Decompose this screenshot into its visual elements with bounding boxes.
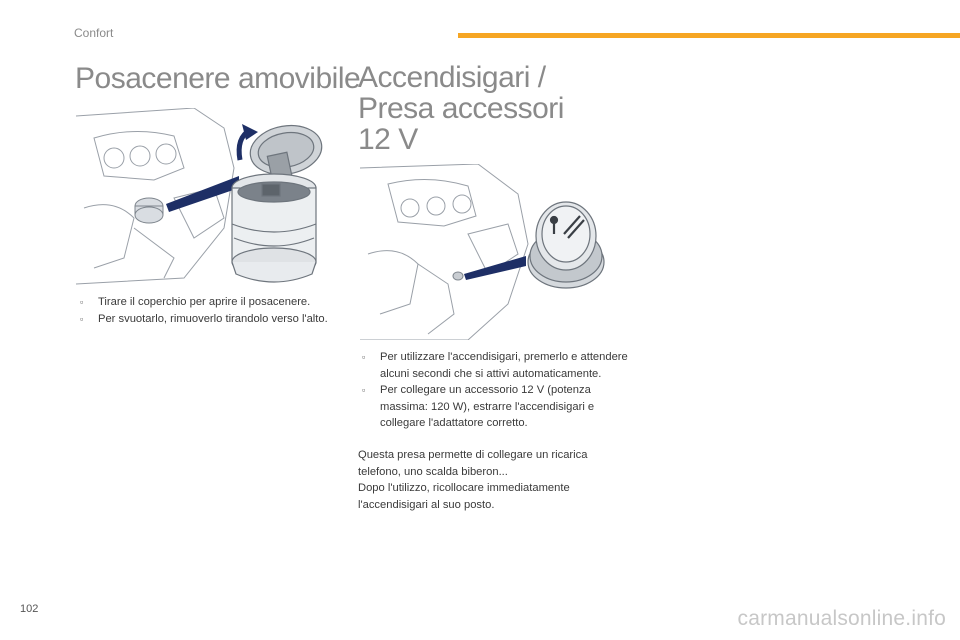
cigarette-lighter-diagram-icon (358, 164, 620, 340)
section-accent-bar (458, 33, 960, 38)
lighter-note-replace: Dopo l'utilizzo, ricollocare immediatamente l'accendisigari al suo posto. (358, 482, 570, 511)
bullet-marker-icon: ▫ (80, 313, 84, 324)
section-label: Confort (74, 26, 114, 40)
page-number: 102 (20, 603, 39, 615)
ashtray-title: Posacenere amovibile (75, 62, 361, 95)
lighter-note-usage: Questa presa permette di collegare un ricarica telefono, uno scalda biberon... (358, 449, 588, 478)
lighter-title-line-2: Presa accessori (358, 92, 564, 125)
lighter-instruction-1: ▫ Per utilizzare l'accendisigari, premerlo e attendere alcuni secondi che si attivi automaticamente. (362, 351, 628, 380)
site-watermark: carmanualsonline.info (737, 607, 946, 630)
ashtray-instruction-2: ▫ Per svuotarlo, rimuoverlo tirandolo verso l'alto. (76, 311, 340, 328)
lighter-instruction-2: ▫ Per collegare un accessorio 12 V (potenza massima: 120 W), estrarre l'accendisigari e collegare l'adattatore corretto. (362, 384, 595, 429)
lighter-title-line-1: Accendisigari / (358, 61, 546, 94)
bullet-marker-icon: ▫ (80, 297, 84, 307)
bullet-marker-icon: ▫ (362, 352, 366, 362)
bullet-marker-icon: ▫ (362, 385, 366, 395)
lighter-instructions (358, 349, 628, 432)
ashtray-instructions (76, 294, 340, 327)
ashtray-instruction-1: ▫ Tirare il coperchio per aprire il posacenere. (76, 294, 340, 311)
ashtray-diagram-icon (74, 108, 330, 286)
lighter-title (358, 62, 618, 155)
lighter-title-line-3: 12 V (358, 123, 418, 156)
